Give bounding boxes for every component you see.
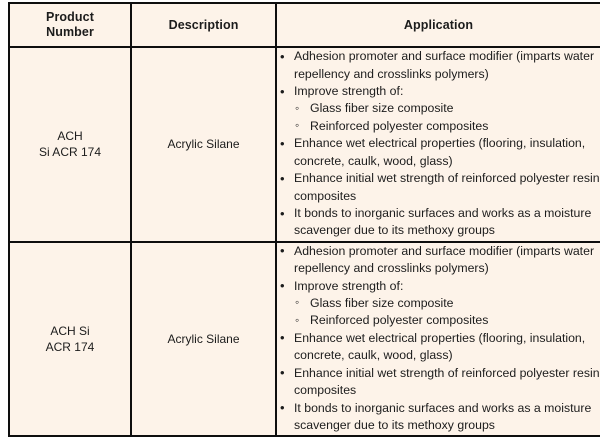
application-list <box>277 243 600 434</box>
sub-list-item <box>294 100 600 117</box>
list-item-text: Improve strength of: <box>294 84 404 99</box>
list-item <box>277 135 600 169</box>
list-item-text: Adhesion promoter and surface modifier (imparts water repellency and crosslinks polymers) <box>294 49 595 81</box>
column-header-description: Description <box>131 3 276 47</box>
cell-application <box>276 47 600 242</box>
sub-list-item <box>294 295 600 312</box>
table-header <box>9 3 600 47</box>
cell-description: Acrylic Silane <box>131 47 276 242</box>
sub-list-item <box>294 312 600 329</box>
column-header-product-number-line2: Number <box>46 25 94 39</box>
table-body <box>9 47 600 436</box>
product-number-line2: Si ACR 174 <box>38 145 102 160</box>
sub-list-item <box>294 118 600 135</box>
table-row <box>9 242 600 437</box>
list-item-text: Adhesion promoter and surface modifier (imparts water repellency and crosslinks polymers) <box>294 243 595 276</box>
list-item <box>277 170 600 204</box>
cell-product-number <box>9 242 131 437</box>
list-item <box>277 83 600 135</box>
list-item-text: Improve strength of: <box>294 278 404 293</box>
table-header-row <box>9 3 600 47</box>
sub-list-item-text: Reinforced polyester composites <box>310 313 489 328</box>
cell-application <box>276 242 600 437</box>
list-item-text: It bonds to inorganic surfaces and works as a moisture scavenger due to its methoxy groups <box>294 206 592 238</box>
list-item <box>277 48 600 82</box>
list-item-text: It bonds to inorganic surfaces and works as a moisture scavenger due to its methoxy groups <box>294 400 592 432</box>
column-header-product-number <box>9 3 131 47</box>
list-item <box>277 243 600 277</box>
sub-list-item-text: Glass fiber size composite <box>310 101 454 116</box>
cell-product-number <box>9 47 131 242</box>
column-header-application: Application <box>276 3 600 47</box>
list-item-text: Enhance wet electrical properties (flooring, insulation, concrete, caulk, wood, glass) <box>294 330 586 363</box>
application-list <box>277 48 600 239</box>
list-item-text: Enhance initial wet strength of reinforced polyester resin composites <box>294 365 600 397</box>
cell-description: Acrylic Silane <box>131 242 276 437</box>
product-number-line1: ACH <box>57 129 83 144</box>
product-specification-table <box>8 2 600 437</box>
table-row <box>9 47 600 242</box>
list-item <box>277 205 600 239</box>
list-item-text: Enhance wet electrical properties (flooring, insulation, concrete, caulk, wood, glass) <box>294 136 586 168</box>
list-item <box>277 365 600 399</box>
product-number-line1: ACH Si <box>50 323 90 338</box>
column-header-product-number-line1: Product <box>46 10 94 24</box>
sub-list-item-text: Reinforced polyester composites <box>310 118 489 133</box>
list-item <box>277 330 600 364</box>
product-number-line2: ACR 174 <box>45 339 95 354</box>
application-sub-list <box>294 100 600 134</box>
application-sub-list <box>294 295 600 329</box>
list-item <box>277 278 600 330</box>
list-item <box>277 400 600 434</box>
sub-list-item-text: Glass fiber size composite <box>310 295 454 310</box>
list-item-text: Enhance initial wet strength of reinforced polyester resin composites <box>294 171 600 203</box>
